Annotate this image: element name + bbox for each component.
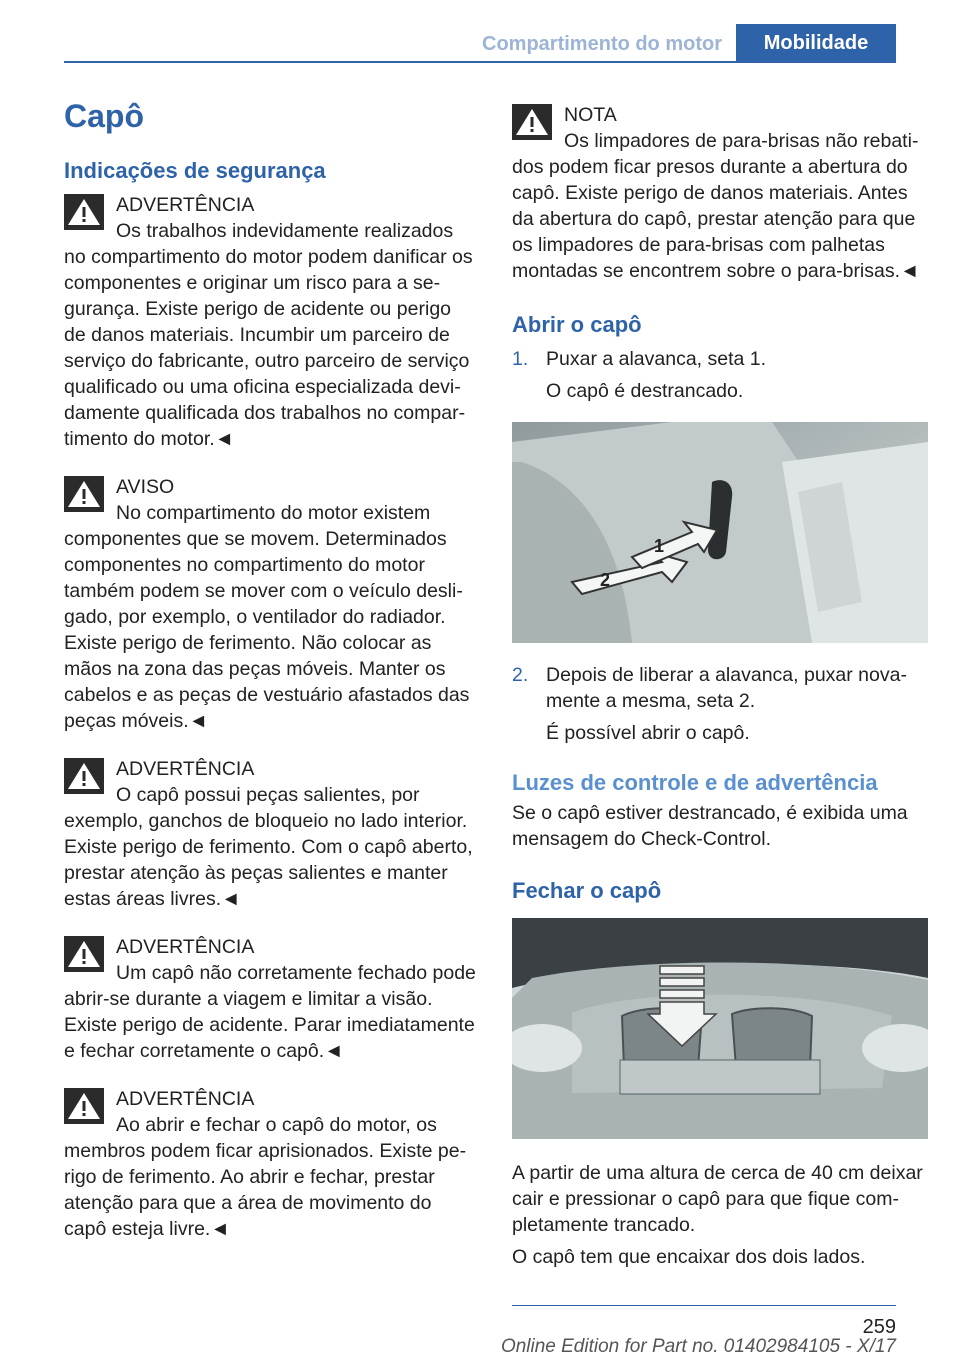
warning-text: No compartimento do motor existem componentes que se movem. Determinados componentes no compartimento do motor também podem se mover com o veículo desligado, por exemplo, o ventilador do radiador. Existe perigo de ferimento. Não colocar as mãos na zona das peças móveis. Manter os cabelos e as peças de vestuário afastados das peças móveis.◄ bbox=[64, 502, 470, 732]
step-result: É possível abrir o capô. bbox=[546, 722, 750, 744]
close-text-1: A partir de uma altura de cerca de 40 cm deixar cair e pressionar o capô para que fique completamente trancado. bbox=[512, 1162, 923, 1236]
safety-subtitle: Indicações de segurança bbox=[64, 158, 326, 183]
warning-label: ADVERTÊNCIA bbox=[116, 1088, 255, 1110]
warning-block bbox=[64, 192, 478, 452]
right-column bbox=[512, 102, 926, 1270]
note-label: NOTA bbox=[564, 104, 617, 126]
footer-rule bbox=[512, 1305, 896, 1306]
step-result: O capô é destrancado. bbox=[546, 380, 744, 402]
warning-label: ADVERTÊNCIA bbox=[116, 936, 255, 958]
header-section-title: Compartimento do motor bbox=[482, 32, 722, 55]
hood-lever-illustration bbox=[512, 422, 928, 643]
close-hood-heading: Fechar o capô bbox=[512, 878, 662, 903]
step-text: Depois de liberar a alavanca, puxar novamente a mesma, seta 2. bbox=[546, 664, 907, 712]
step-text: Puxar a alavanca, seta 1. bbox=[546, 348, 767, 370]
page-number: 259 bbox=[862, 1316, 896, 1338]
warning-text: Os trabalhos indevidamente realizados no compartimento do motor podem danificar os componentes e originar um risco para a segurança. Existe perigo de acidente ou perigo de danos materiais. Incumbir um parceiro de serviço do fabricante, outro parceiro de serviço qualificado ou uma oficina especializada devidamente qualificada dos trabalhos no compartimento do motor.◄ bbox=[64, 220, 473, 450]
warning-triangle-icon bbox=[64, 1086, 104, 1126]
page-title: Capô bbox=[64, 98, 144, 134]
warning-triangle-icon bbox=[64, 756, 104, 796]
warning-text: Um capô não corretamente fechado pode abrir-se durante a viagem e limitar a visão. Existe perigo de acidente. Parar imediatamente e fechar corretamente o capô.◄ bbox=[64, 962, 476, 1062]
warning-block bbox=[64, 474, 478, 734]
header-rule bbox=[64, 61, 896, 63]
warning-block bbox=[64, 756, 478, 912]
warning-label: ADVERTÊNCIA bbox=[116, 194, 255, 216]
warning-text: O capô possui peças salientes, por exemplo, ganchos de bloqueio no lado interior. Existe perigo de ferimento. Com o capô aberto, prestar atenção às peças salientes e manter estas áreas livres.◄ bbox=[64, 784, 473, 910]
warning-triangle-icon bbox=[64, 192, 104, 232]
warning-label: AVISO bbox=[116, 476, 175, 498]
step-item bbox=[512, 346, 926, 372]
lights-heading: Luzes de controle e de advertência bbox=[512, 770, 878, 795]
edition-footer: Online Edition for Part no. 01402984105 - X/17 bbox=[500, 1336, 896, 1357]
lights-text: Se o capô estiver destrancado, é exibida uma mensagem do Check-Control. bbox=[512, 802, 908, 850]
warning-triangle-icon bbox=[512, 102, 552, 142]
step-number: 1. bbox=[512, 348, 529, 370]
header-chapter-tab[interactable]: Mobilidade bbox=[736, 24, 896, 62]
close-text-2: O capô tem que encaixar dos dois lados. bbox=[512, 1246, 866, 1268]
warning-triangle-icon bbox=[64, 934, 104, 974]
left-column bbox=[64, 96, 478, 1264]
note-block bbox=[512, 102, 926, 284]
warning-triangle-icon bbox=[64, 474, 104, 514]
warning-block bbox=[64, 1086, 478, 1242]
closing-hood-illustration bbox=[512, 918, 928, 1139]
warning-text: Ao abrir e fechar o capô do motor, os membros podem ficar aprisionados. Existe perigo de ferimento. Ao abrir e fechar, prestar atenção para que a área de movimento do capô esteja livre.◄ bbox=[64, 1114, 467, 1240]
step-item bbox=[512, 662, 926, 714]
note-text: Os limpadores de para-brisas não rebatidos podem ficar presos durante a abertura do capô. Existe perigo de danos materiais. Antes da abertura do capô, prestar atenção para que os limpadores de para-brisas com palhetas montadas se encontrem sobre o para-brisas.◄ bbox=[512, 130, 920, 282]
arrow-label-1: 1 bbox=[654, 536, 665, 556]
open-hood-heading: Abrir o capô bbox=[512, 312, 642, 337]
warning-label: ADVERTÊNCIA bbox=[116, 758, 255, 780]
arrow-label-2: 2 bbox=[600, 570, 611, 590]
warning-block bbox=[64, 934, 478, 1064]
step-number: 2. bbox=[512, 664, 529, 686]
